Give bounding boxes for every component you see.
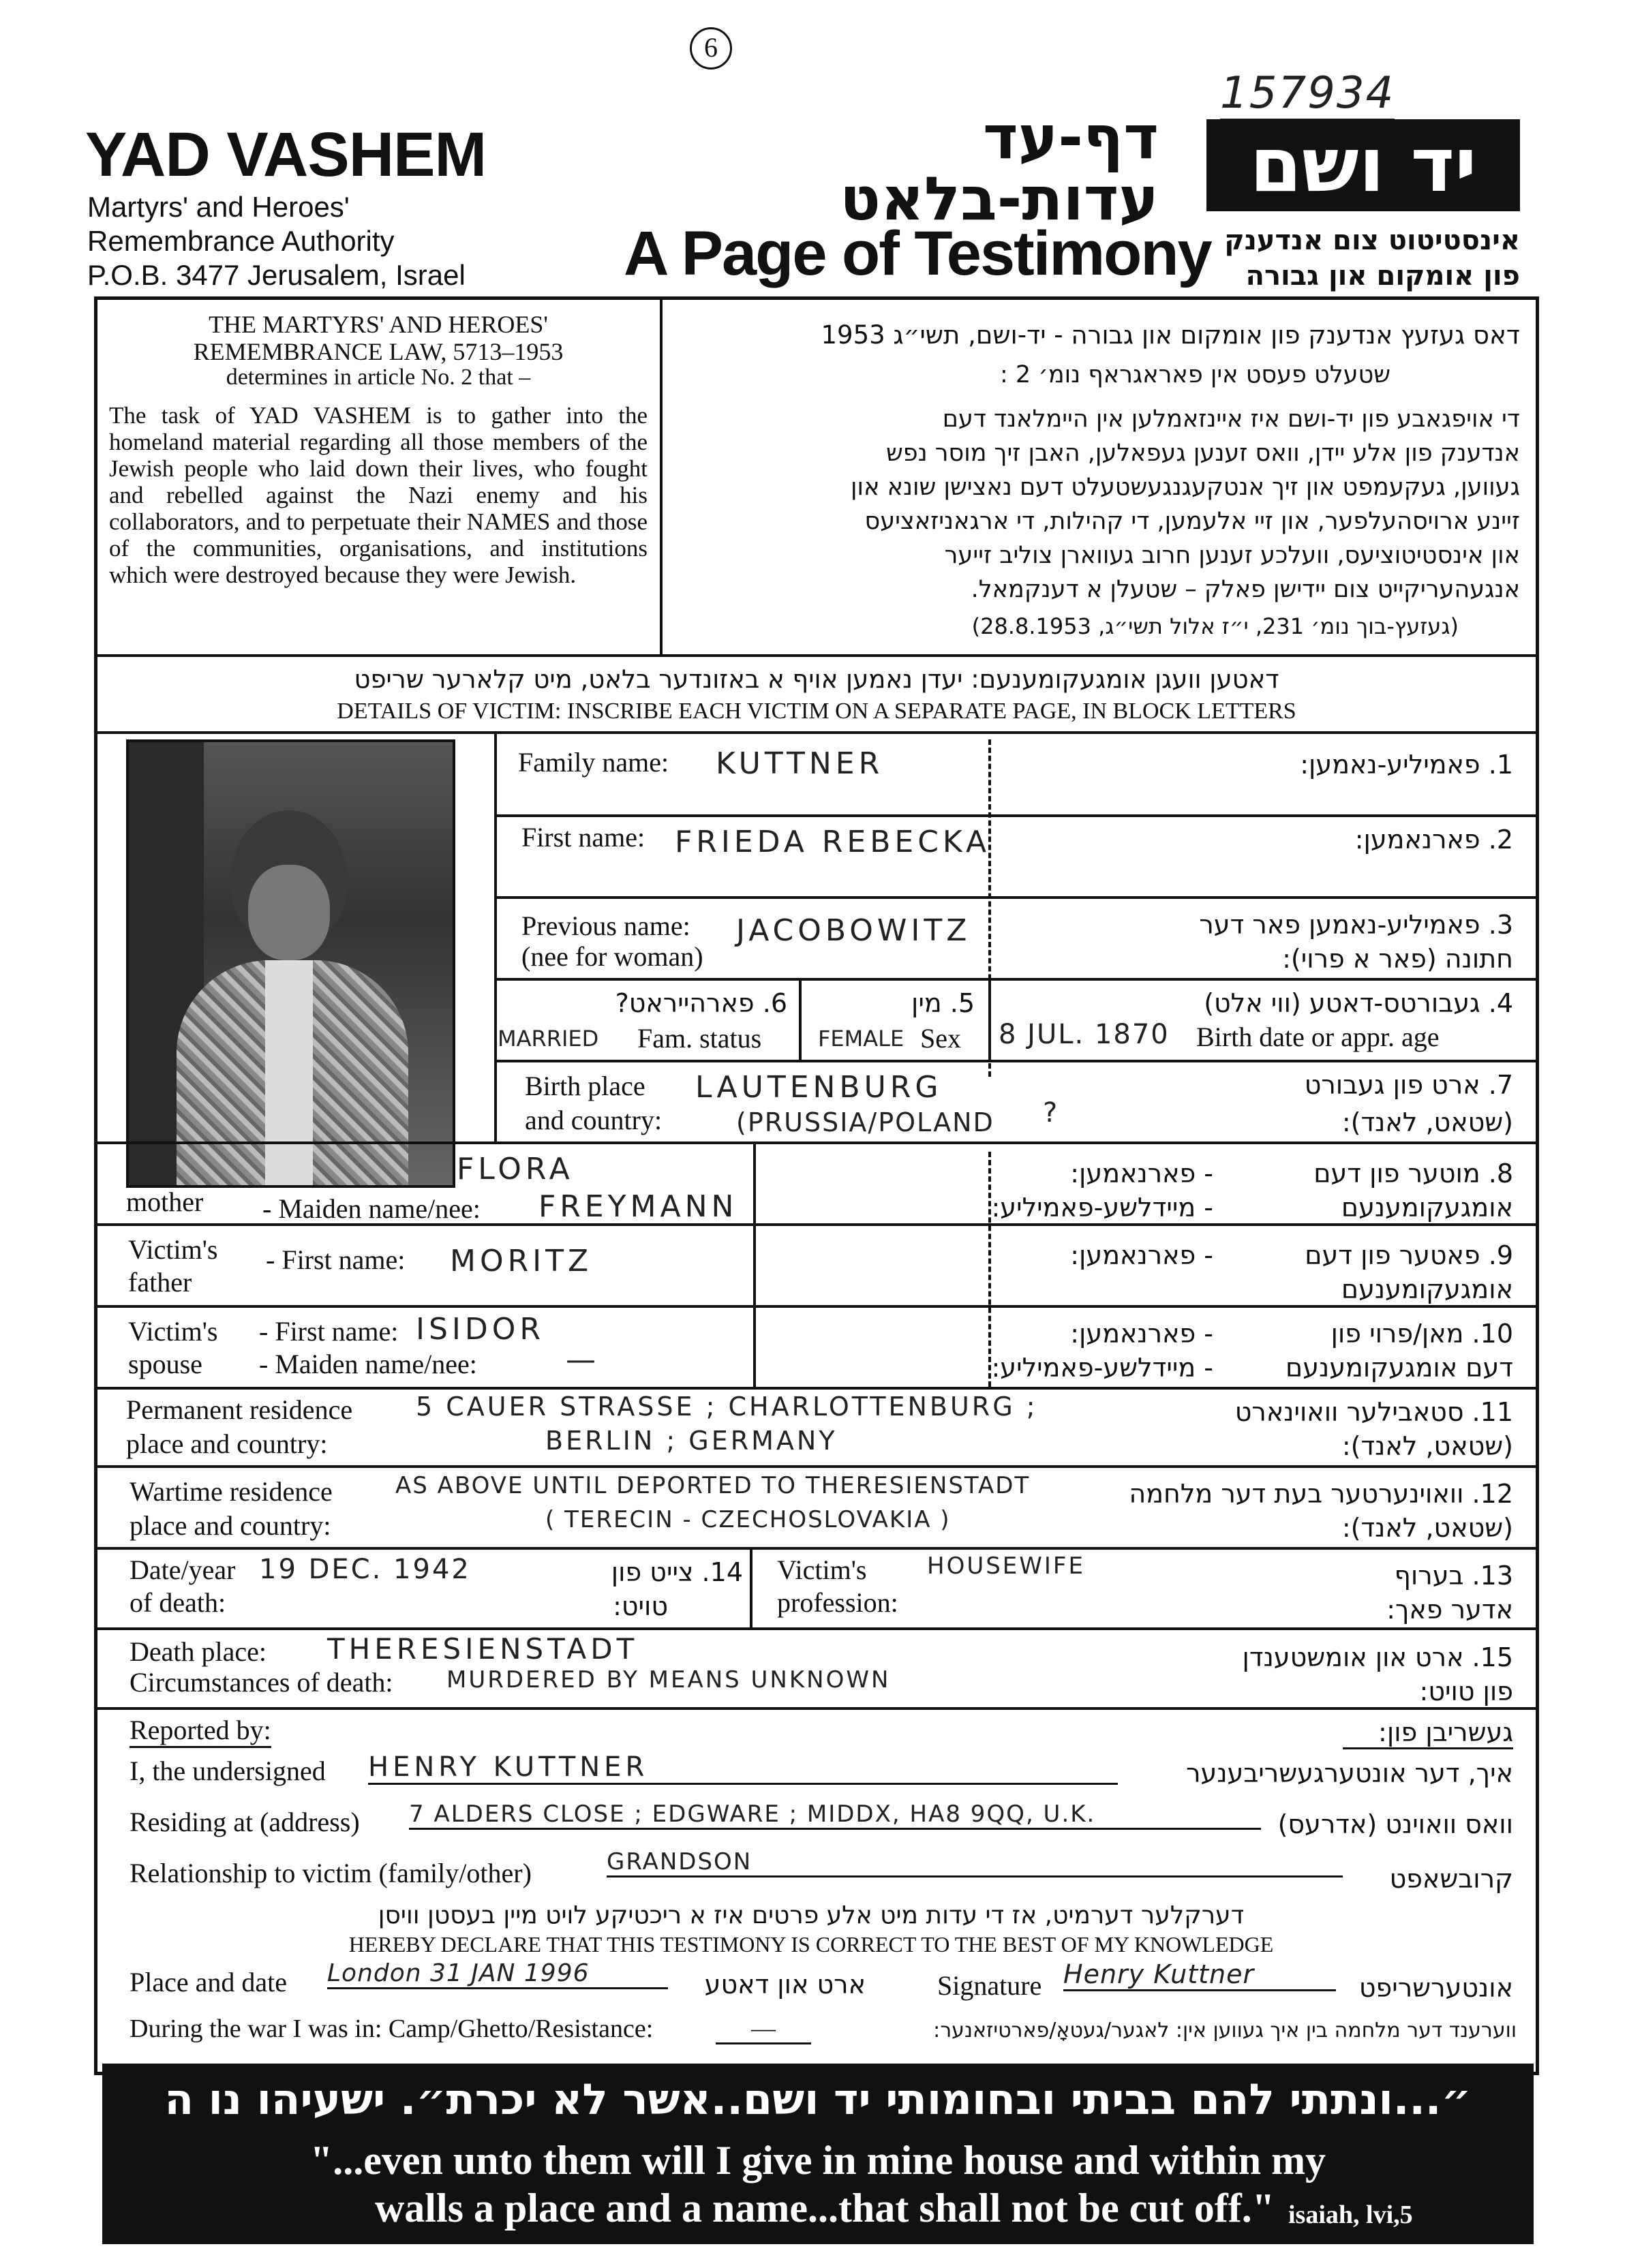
address-value[interactable]: 7 ALDERS CLOSE ; EDGWARE ; MIDDX, HA8 9QQ, U.K. (409, 1800, 1261, 1830)
spouse-maiden-name-yi: - מיידלשע-פאמיליע: (991, 1353, 1213, 1383)
profession-label-2: profession: (777, 1587, 898, 1618)
law-yi-line-2: שטעלט פעסט אין פאראגראף נומ׳ 2 : (1000, 361, 1390, 388)
wartime-residence-yi-1: 12. וואוינערטער בעת דער מלחמה (1129, 1479, 1513, 1509)
wartime-residence-value-1[interactable]: AS ABOVE UNTIL DEPORTED TO THERESIENSTADT (395, 1472, 1031, 1499)
mother-first-name-value[interactable]: FLORA (457, 1152, 574, 1186)
mother-first-name-yi: - פארנאמען: (1070, 1159, 1213, 1189)
org-line-3: P.O.B. 3477 Jerusalem, Israel (87, 259, 466, 291)
spouse-yi-1: 10. מאן/פרוי פון (1331, 1319, 1513, 1349)
mother-maiden-name-value[interactable]: FREYMANN (538, 1189, 738, 1224)
fam-status-value[interactable]: MARRIED (498, 1026, 599, 1052)
profession-label-1: Victim's (777, 1554, 867, 1585)
yiddish-org-2: פון אומקום און גבורה (1245, 260, 1520, 292)
place-date-yi: ארט און דאטע (704, 1970, 866, 1999)
death-place-yi-1: 15. ארט און אומשטענדן (1242, 1642, 1513, 1672)
death-circumstances-label: Circumstances of death: (130, 1667, 393, 1698)
first-name-yi: 2. פארנאמען: (1354, 825, 1513, 855)
family-name-yi: 1. פאמיליע-נאמען: (1300, 750, 1513, 780)
birth-place-yi-2: (שטאט, לאנד): (1341, 1107, 1513, 1137)
birth-date-value[interactable]: 8 JUL. 1870 (999, 1019, 1170, 1050)
mother-yi-1: 8. מוטער פון דעם (1313, 1159, 1513, 1189)
law-en-title-3: determines in article No. 2 that – (226, 365, 531, 390)
spouse-maiden-name-label: - Maiden name/nee: (259, 1349, 477, 1379)
sex-value[interactable]: FEMALE (818, 1026, 904, 1052)
org-name: YAD VASHEM (85, 120, 487, 189)
spouse-label-1: Victim's (128, 1316, 218, 1347)
law-yi-line-9: (געזעץ-בוך נומ׳ 231, י״ז אלול תשי״ג, 28.8.1953) (971, 613, 1459, 639)
relationship-yi: קרובשאפט (1389, 1864, 1513, 1894)
org-line-1: Martyrs' and Heroes' (87, 191, 350, 223)
spouse-first-name-label: - First name: (259, 1316, 399, 1347)
details-header-yi: דאטען וועגן אומגעקומענעם: יעדן נאמען אויף א באזונדער בלאט, מיט קלארער שריפט (354, 664, 1279, 694)
spouse-yi-2: דעם אומגעקומענעם (1286, 1353, 1513, 1383)
previous-name-sublabel: (nee for woman) (521, 941, 703, 972)
profession-yi-1: 13. בערוף (1394, 1561, 1513, 1591)
death-date-label-2: of death: (130, 1587, 226, 1618)
profession-yi-2: אדער פאך: (1386, 1595, 1513, 1625)
first-name-value[interactable]: FRIEDA REBECKA (675, 825, 991, 859)
yiddish-title-1: דף-עד (983, 102, 1159, 172)
signature-value[interactable]: Henry Kuttner (1063, 1959, 1336, 1991)
footer-hebrew: ״...ונתתי להם בביתי ובחומותי יד ושם..אשר לא יכרת״. ישעיהו נו ה (164, 2074, 1472, 2124)
yiddish-title-2: עדות-בלאט (840, 164, 1159, 234)
spouse-first-name-yi: - פארנאמען: (1070, 1319, 1213, 1349)
father-first-name-yi: - פארנאמען: (1070, 1240, 1213, 1270)
footer-verse-ref: isaiah, lvi,5 (1288, 2201, 1413, 2229)
previous-name-yi-2: חתונה (פאר א פרוי): (1282, 944, 1513, 974)
death-date-yi-2: טויט: (613, 1591, 668, 1621)
place-date-label: Place and date (130, 1967, 287, 1997)
law-yi-line-7: און אינסטיטוציעס, וועלכע זענען חרוב געווארן צוליב זייער (944, 542, 1520, 569)
death-place-value[interactable]: THERESIENSTADT (327, 1632, 639, 1666)
footer-banner (102, 2064, 1534, 2244)
first-name-label: First name: (521, 822, 645, 853)
undersigned-label: I, the undersigned (130, 1756, 326, 1786)
relationship-label: Relationship to victim (family/other) (130, 1858, 532, 1888)
signature-label: Signature (937, 1970, 1042, 2001)
birth-place-value[interactable]: LAUTENBURG (695, 1070, 943, 1105)
sex-yi: 5. מין (911, 988, 975, 1018)
mother-label: mother (126, 1186, 204, 1217)
death-circumstances-value[interactable]: MURDERED BY MEANS UNKNOWN (446, 1666, 891, 1694)
spouse-label-2: spouse (128, 1349, 202, 1379)
declaration-en: HEREBY DECLARE THAT THIS TESTIMONY IS CORRECT TO THE BEST OF MY KNOWLEDGE (348, 1932, 1274, 1957)
org-line-2: Remembrance Authority (87, 225, 395, 257)
father-yi-1: 9. פאטער פון דעם (1305, 1240, 1513, 1270)
birth-country-uncertain[interactable]: ? (1043, 1097, 1062, 1129)
fam-status-yi: 6. פארהייראט? (615, 988, 787, 1018)
father-label-2: father (128, 1267, 192, 1298)
law-yi-line-4: אנדענק פון אלע יידן, וואס זענען געפאלען, האבן זיך מוסר נפש (885, 440, 1520, 467)
law-en-title-2: REMEMBRANCE LAW, 5713–1953 (193, 338, 564, 365)
wartime-residence-value-2[interactable]: ( TERECIN - CZECHOSLOVAKIA ) (545, 1506, 951, 1533)
father-yi-2: אומגעקומענעם (1341, 1274, 1513, 1304)
father-label-1: Victim's (128, 1234, 218, 1265)
undersigned-yi: איך, דער אונטערגעשריבענער (1186, 1758, 1513, 1788)
declaration-yi: דערקלער דערמיט, אז די עדות מיט אלע פרטים איז א ריכטיקע לויט מיין בעסטן וויסן (378, 1901, 1245, 1929)
yad-vashem-logo: יד ושם (1206, 119, 1520, 211)
law-yi-line-5: געווען, געקעמפט און זיך אנטקעגנגעשטעלט דעם נאצישן שונא און (851, 474, 1520, 501)
wartime-residence-yi-2: (שטאט, לאנד): (1341, 1513, 1513, 1543)
page-number: 6 (690, 27, 732, 70)
address-yi: וואס וואוינט (אדרעס) (1277, 1809, 1513, 1839)
war-location-yi: ווערענד דער מלחמה בין איך געווען אין: לאגער/געטאָ/פארטיזאנער: (933, 2019, 1517, 2042)
permanent-residence-value-2[interactable]: BERLIN ; GERMANY (545, 1426, 838, 1456)
permanent-residence-label-2: place and country: (126, 1428, 328, 1459)
archive-number: 157934 (1220, 68, 1395, 121)
wartime-residence-label-1: Wartime residence (130, 1476, 333, 1507)
previous-name-value[interactable]: JACOBOWITZ (736, 913, 971, 948)
death-place-yi-2: פון טויט: (1419, 1676, 1513, 1706)
place-date-value[interactable]: London 31 JAN 1996 (327, 1959, 668, 1989)
birth-place-sublabel: and country: (525, 1105, 663, 1135)
birth-country-value[interactable]: (PRUSSIA/POLAND (736, 1107, 994, 1137)
spouse-maiden-name-value[interactable]: — (566, 1343, 600, 1377)
permanent-residence-yi-2: (שטאט, לאנד): (1341, 1431, 1513, 1461)
fam-status-label: Fam. status (637, 1023, 762, 1054)
birth-date-label: Birth date or appr. age (1196, 1022, 1440, 1052)
undersigned-value[interactable]: HENRY KUTTNER (368, 1751, 1118, 1785)
family-name-value[interactable]: KUTTNER (716, 746, 884, 781)
victim-photo (126, 739, 455, 1188)
war-location-value[interactable]: — (716, 2014, 811, 2044)
mother-maiden-name-yi: - מיידלשע-פאמיליע: (991, 1193, 1213, 1223)
birth-date-yi: 4. געבורטס-דאטע (ווי אלט) (1204, 988, 1513, 1018)
address-label: Residing at (address) (130, 1807, 360, 1837)
signature-yi: אונטערשריפט (1358, 1973, 1513, 2003)
previous-name-label: Previous name: (521, 910, 690, 941)
details-header-en: DETAILS OF VICTIM: INSCRIBE EACH VICTIM ON A SEPARATE PAGE, IN BLOCK LETTERS (337, 699, 1296, 724)
sex-label: Sex (920, 1023, 961, 1054)
death-place-label: Death place: (130, 1636, 267, 1667)
law-yi-line-3: די אויפגאבע פון יד-ושם איז איינזאמלען אין היימלאנד דעם (942, 405, 1520, 433)
death-date-label-1: Date/year (130, 1554, 236, 1585)
law-en-body: The task of YAD VASHEM is to gather into the homeland material regarding all those members of the Jewish people who laid down their lives, who fought and rebelled against the Nazi enemy and his collaborators, and to perpetuate their NAMES and those of the communities, organisations, and institutions which were destroyed because they were Jewish. (109, 402, 648, 588)
wartime-residence-label-2: place and country: (130, 1510, 331, 1541)
law-yi-line-1: דאס געזעץ אנדענק פון אומקום און גבורה - יד-ושם, תשי״ג 1953 (821, 320, 1520, 350)
footer-verse-line-1: "...even unto them will I give in mine house and within my (309, 2138, 1326, 2183)
profession-value[interactable]: HOUSEWIFE (927, 1552, 1085, 1580)
birth-place-yi-1: 7. ארט פון געבורט (1304, 1070, 1513, 1100)
family-name-label: Family name: (518, 747, 669, 778)
reported-by-heading: Reported by: (130, 1714, 271, 1748)
death-date-yi-1: 14. צייט פון (611, 1557, 743, 1587)
yiddish-org-1: אינסטיטוט צום אנדענק (1224, 225, 1520, 256)
footer-verse-line-2: walls a place and a name...that shall not be cut off." (374, 2186, 1275, 2231)
permanent-residence-value-1[interactable]: 5 CAUER STRASSE ; CHARLOTTENBURG ; (416, 1392, 1038, 1422)
law-yi-line-8: אנגעהעריקייט צום יידישן פאלק – שטעלן א דענקמאל. (971, 576, 1520, 603)
reported-by-heading-yi: געשריבן פון: (1343, 1717, 1513, 1749)
permanent-residence-yi-1: 11. סטאבילער וואוינארט (1234, 1397, 1513, 1427)
birth-place-label: Birth place (525, 1071, 645, 1101)
war-location-label: During the war I was in: Camp/Ghetto/Resistance: (130, 2014, 654, 2043)
page-title: A Page of Testimony (624, 219, 1211, 288)
mother-maiden-name-label: - Maiden name/nee: (262, 1193, 481, 1224)
death-date-value[interactable]: 19 DEC. 1942 (259, 1554, 471, 1585)
father-first-name-value[interactable]: MORITZ (450, 1244, 593, 1278)
law-en-title-1: THE MARTYRS' AND HEROES' (209, 311, 548, 338)
spouse-first-name-value[interactable]: ISIDOR (416, 1312, 545, 1347)
relationship-value[interactable]: GRANDSON (607, 1848, 1343, 1878)
law-yi-line-6: זיינע ארויסהעלפער, און זיי אלעמען, די קהילות, די ארגאניזאציעס (864, 508, 1520, 535)
permanent-residence-label-1: Permanent residence (126, 1394, 353, 1425)
previous-name-yi-1: 3. פאמיליע-נאמען פאר דער (1199, 910, 1513, 940)
father-first-name-label: - First name: (266, 1244, 406, 1275)
mother-yi-2: אומגעקומענעם (1341, 1193, 1513, 1223)
